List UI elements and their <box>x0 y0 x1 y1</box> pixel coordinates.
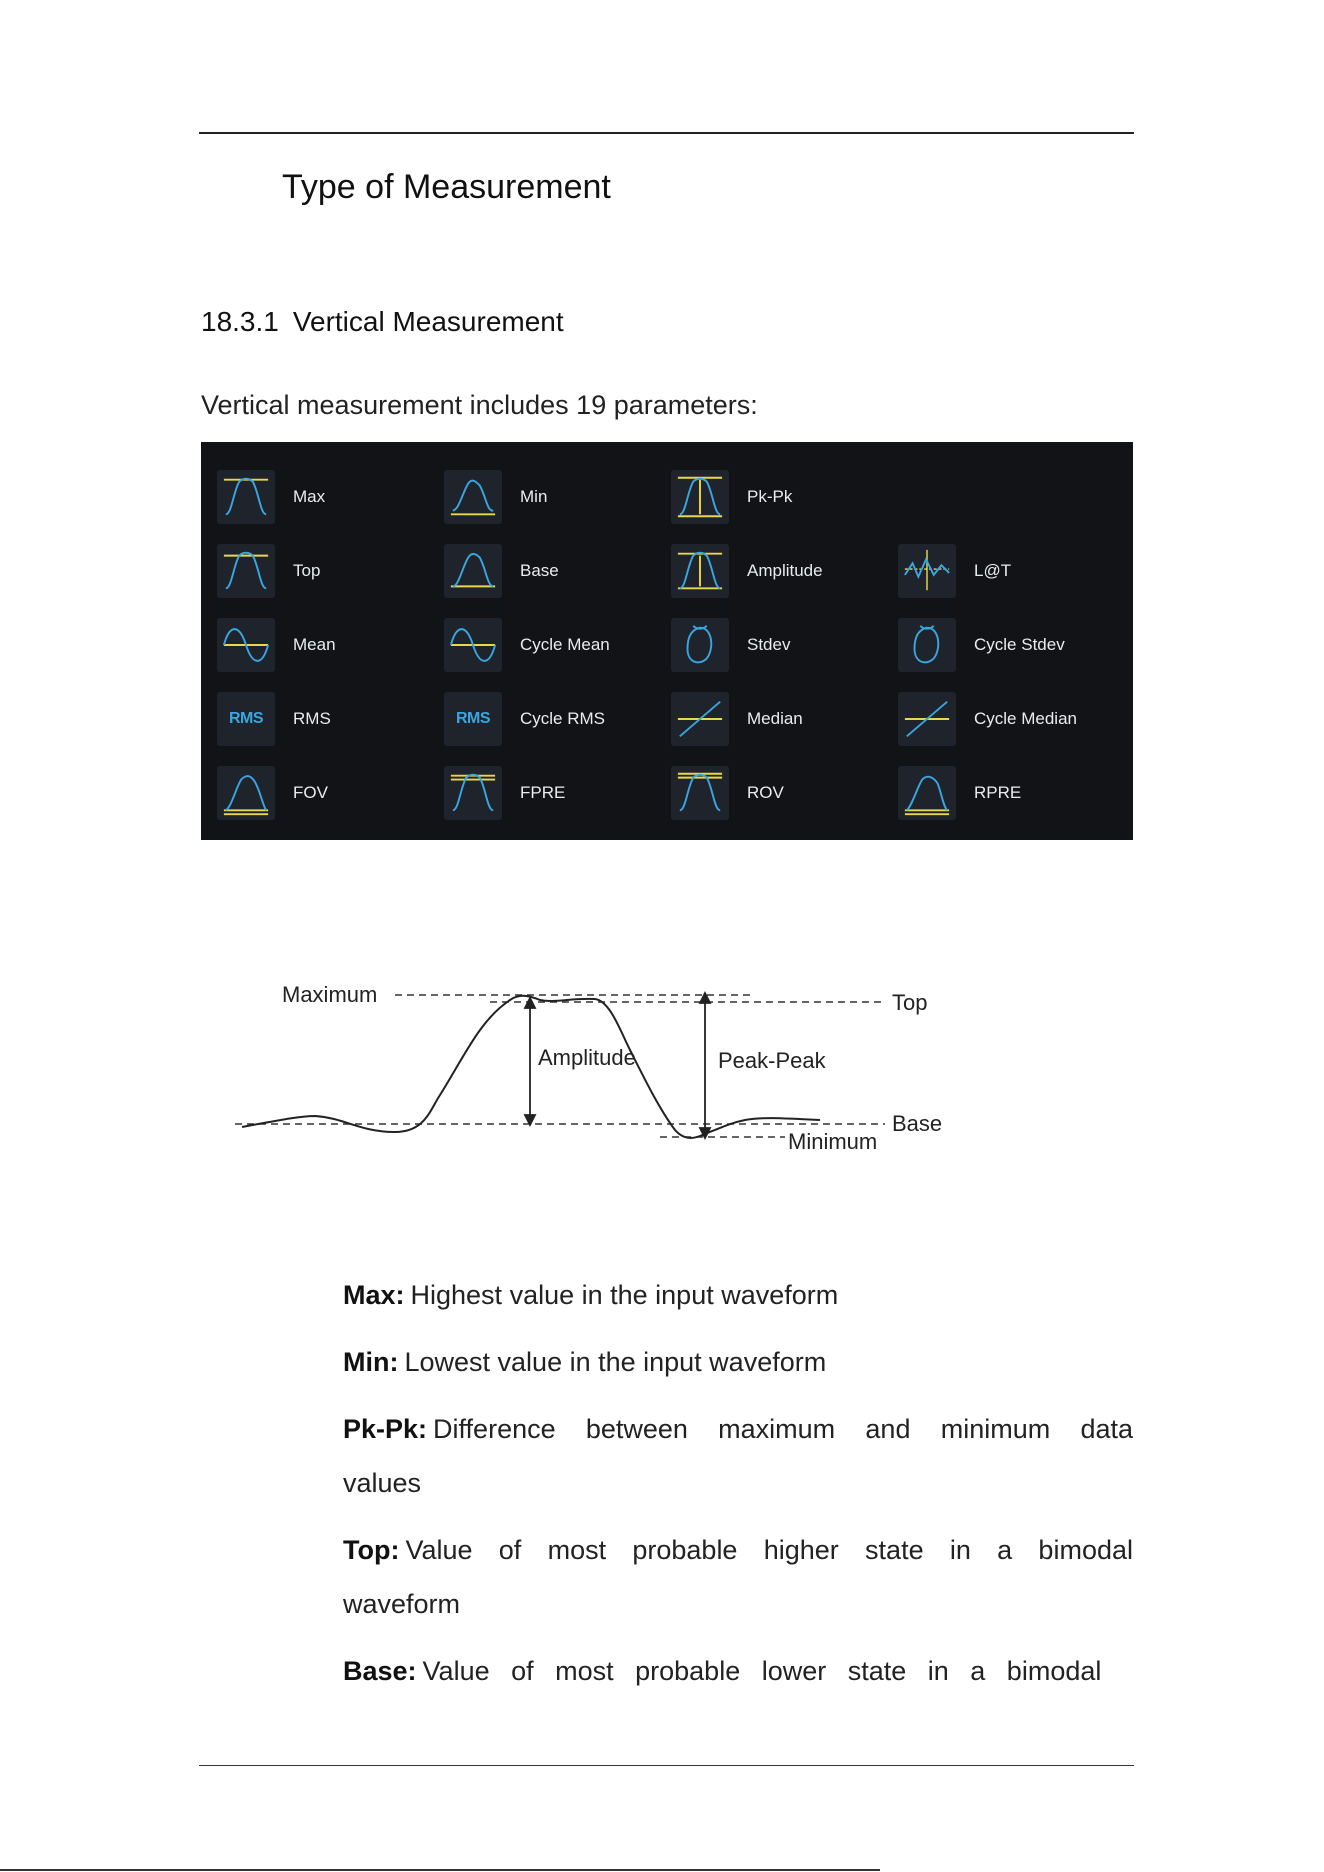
header-rule <box>199 132 1134 134</box>
parameter-label: Stdev <box>747 635 791 654</box>
parameter-grid <box>213 460 1121 830</box>
waveform-diagram <box>220 960 980 1180</box>
max-icon <box>217 470 275 524</box>
parameter-label: Mean <box>293 635 336 654</box>
subsection-title: Vertical Measurement <box>292 306 564 337</box>
parameter-cycle-rms <box>440 682 667 756</box>
amplitude-arrow-head-up <box>525 998 535 1008</box>
footer-rule <box>199 1765 1134 1766</box>
rms-icon <box>217 692 275 746</box>
parameter-rov <box>667 756 894 830</box>
definition-min: Min: Lowest value in the input waveform <box>343 1347 827 1377</box>
min-icon <box>444 470 502 524</box>
parameter-label: RMS <box>293 709 331 728</box>
cycle-rms-icon <box>444 692 502 746</box>
label-maximum: Maximum <box>282 982 378 1007</box>
parameter-fpre <box>440 756 667 830</box>
top-icon <box>217 544 275 598</box>
parameter-rms <box>213 682 440 756</box>
cycle-median-icon <box>898 692 956 746</box>
label-peak-peak: Peak-Peak <box>718 1048 826 1073</box>
stdev-icon <box>671 618 729 672</box>
label-top: Top <box>892 990 928 1015</box>
parameter-pk-pk <box>667 460 894 534</box>
level-at-trigger-icon <box>898 544 956 598</box>
parameter-label: Pk-Pk <box>747 487 793 506</box>
definition-max: Max: Highest value in the input waveform <box>343 1280 839 1310</box>
parameter-label: RPRE <box>974 783 1022 802</box>
parameter-fov <box>213 756 440 830</box>
parameter-min <box>440 460 667 534</box>
definition-list <box>343 1268 1133 1711</box>
parameter-label: Cycle Mean <box>520 635 610 654</box>
label-amplitude: Amplitude <box>538 1045 636 1070</box>
parameter-cycle-median <box>894 682 1121 756</box>
rpre-icon <box>898 766 956 820</box>
parameter-label: Median <box>747 709 803 728</box>
parameter-median <box>667 682 894 756</box>
subsection-heading <box>201 306 564 338</box>
page-edge-rule <box>0 1869 880 1871</box>
parameter-mean <box>213 608 440 682</box>
parameter-label: FOV <box>293 783 328 802</box>
parameter-label: L@T <box>974 561 1012 580</box>
parameter-stdev <box>667 608 894 682</box>
parameter-panel <box>201 442 1133 840</box>
parameter-cycle-stdev <box>894 608 1121 682</box>
parameter-rpre <box>894 756 1121 830</box>
parameter-label: Amplitude <box>747 561 823 580</box>
parameter-base <box>440 534 667 608</box>
parameter-label: Cycle Stdev <box>974 635 1065 654</box>
parameter-label: Cycle Median <box>974 709 1077 728</box>
parameter-cycle-mean <box>440 608 667 682</box>
intro-text: Vertical measurement includes 19 parameters: <box>201 390 758 420</box>
mean-icon <box>217 618 275 672</box>
label-minimum: Minimum <box>788 1129 878 1154</box>
median-icon <box>671 692 729 746</box>
parameter-label: Cycle RMS <box>520 709 606 728</box>
parameter-max <box>213 460 440 534</box>
rms-icon-text: RMS <box>455 710 491 727</box>
parameter-empty <box>894 460 1121 534</box>
amplitude-icon <box>671 544 729 598</box>
cycle-mean-icon <box>444 618 502 672</box>
fov-icon <box>217 766 275 820</box>
parameter-label: Min <box>520 487 548 506</box>
definition-top: Top: Value of most probable higher state in a bimodal waveform <box>343 1535 1133 1619</box>
section-title: Type of Measurement <box>282 168 611 206</box>
definition-base: Base: Value of most probable lower state in a bimodal <box>343 1656 1102 1686</box>
rov-icon <box>671 766 729 820</box>
parameter-label: ROV <box>747 783 784 802</box>
parameter-label: Base <box>520 561 559 580</box>
definition-pk-pk: Pk-Pk: Difference between maximum and minimum data values <box>343 1414 1133 1498</box>
pk-pk-icon <box>671 470 729 524</box>
cycle-stdev-icon <box>898 618 956 672</box>
base-icon <box>444 544 502 598</box>
subsection-number: 18.3.1 <box>201 306 279 337</box>
parameter-top <box>213 534 440 608</box>
parameter-label: Max <box>293 487 326 506</box>
rms-icon-text: RMS <box>228 710 264 727</box>
parameter-amplitude <box>667 534 894 608</box>
parameter-level-at-trigger <box>894 534 1121 608</box>
label-base: Base <box>892 1111 943 1136</box>
parameter-label: Top <box>293 561 321 580</box>
parameter-label: FPRE <box>520 783 566 802</box>
fpre-icon <box>444 766 502 820</box>
